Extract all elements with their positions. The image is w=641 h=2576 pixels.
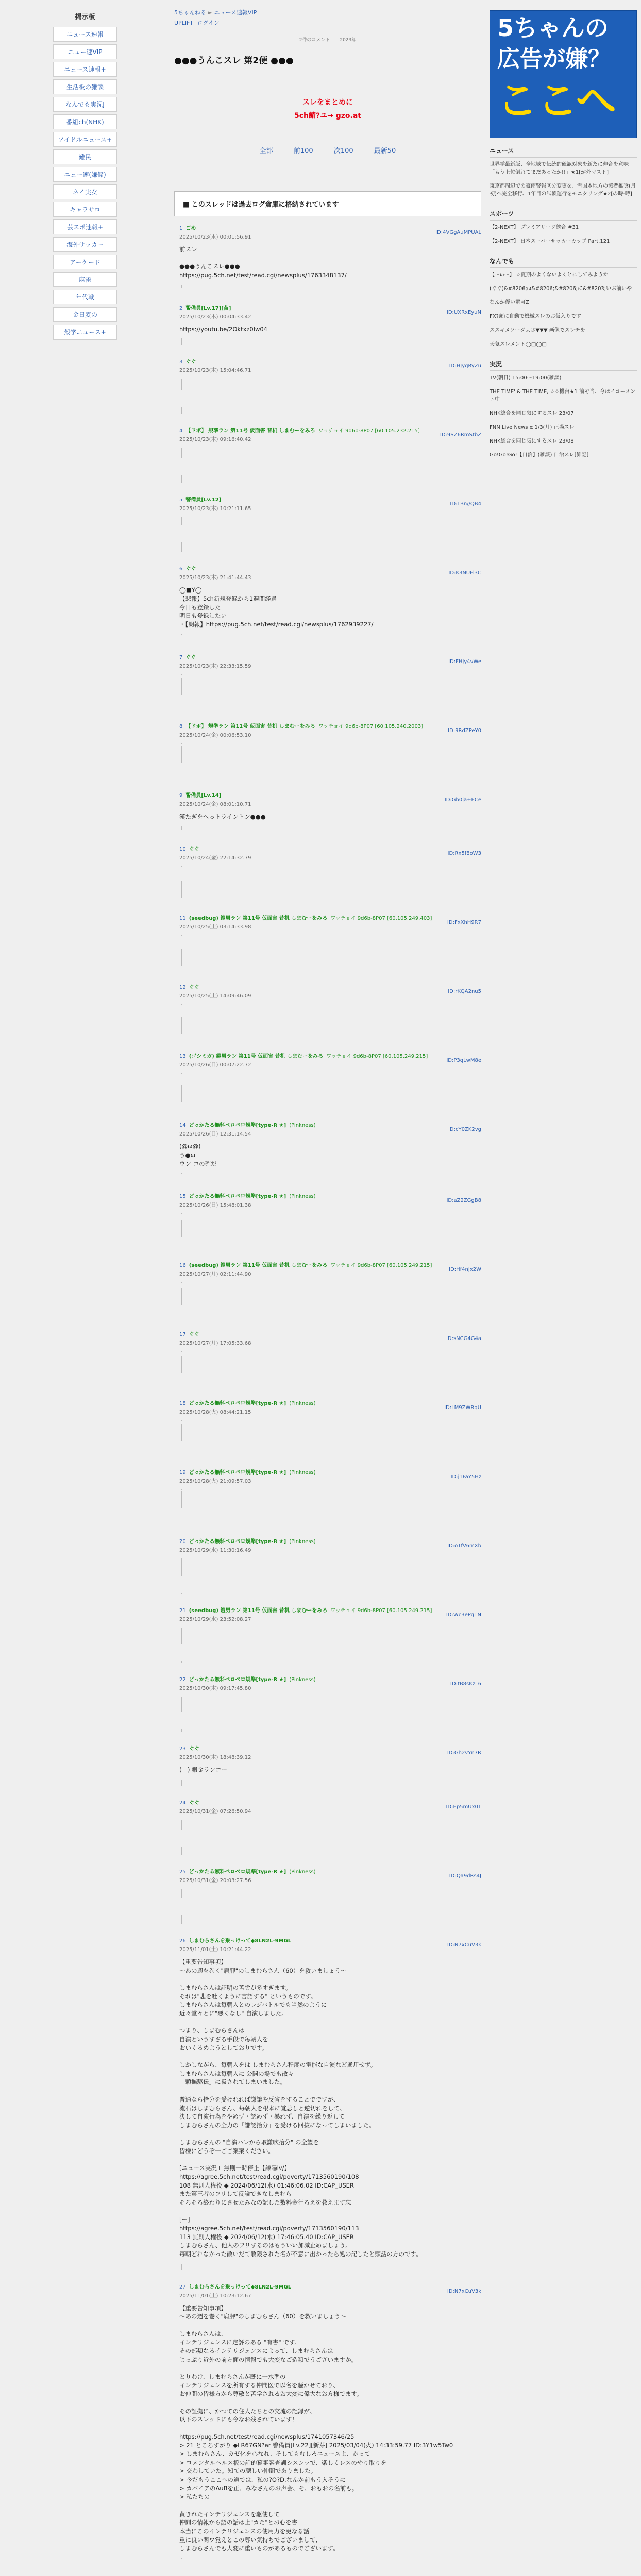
right-section-item-link[interactable]: 【2-NEXT】 日本スーパーサッカーカップ Part.121 — [490, 239, 610, 244]
subnav-uplift-link[interactable]: UPLIFT — [174, 20, 193, 26]
post-date: 2025/10/25(土) 14:09:46.09 — [179, 993, 251, 999]
post-header — [179, 303, 481, 320]
right-ad-line1: 5ちゃんの — [497, 14, 609, 42]
post-author-name: 【ドボ】 規準ラン 第11号 仮面害 昔机 しまむーをみろ — [185, 428, 315, 434]
right-ad-line2: 広告が嫌？ — [497, 46, 611, 72]
post — [170, 419, 485, 488]
ascii-art-block — [181, 1780, 481, 1786]
post-body: ( ) 鍛金ランコー — [179, 1766, 228, 1774]
post — [170, 784, 485, 838]
post-id[interactable]: ID:K3NUFl3C — [448, 570, 481, 577]
nav-prev100-link[interactable]: 前100 — [293, 147, 313, 155]
post-author-name: 警備員[Lv.14] — [185, 792, 222, 799]
post-author-name: しまむらさんを乗っけって◆8LN2L-9MGL — [189, 2284, 292, 2290]
post-header — [179, 791, 481, 807]
post-number[interactable]: 24 — [179, 1800, 186, 1806]
right-section-item-link[interactable]: 【〜ω〜】 ☆夏期のよくないよくとにしてみようか — [490, 272, 609, 278]
post-number[interactable]: 18 — [179, 1401, 186, 1407]
right-section — [485, 253, 641, 351]
post-id[interactable]: ID:4VGgAuMPUAL — [435, 230, 481, 235]
post-header — [179, 982, 481, 999]
ascii-art-block — [181, 866, 481, 901]
post-author-tag: (Pinkness) — [289, 1194, 316, 1200]
post-author-name: どっかたる無料ペロペロ規準[type-R ★] — [189, 1539, 286, 1545]
post-date: 2025/10/29(水) 23:52:08.27 — [179, 1617, 251, 1623]
right-banner-ad[interactable] — [490, 10, 637, 138]
post — [170, 1461, 485, 1530]
post-header — [179, 1744, 481, 1760]
post-date: 2025/10/23(木) 00:01:56.91 — [179, 234, 251, 240]
post-author-name: どっかたる無料ペロペロ規準[type-R ★] — [189, 1869, 286, 1875]
post-author-name: どっかたる無料ペロペロ規準[type-R ★] — [189, 1470, 286, 1476]
left-sidebar — [0, 0, 170, 342]
right-sidebar — [485, 0, 641, 462]
right-section-item-link[interactable]: 天気スレメント◯□◯□ — [490, 342, 547, 347]
sidebar-board-button[interactable]: 年代戦 — [53, 290, 117, 304]
sidebar-board-button[interactable]: 生活板の雑談 — [53, 79, 117, 94]
post — [170, 906, 485, 975]
post-author-tag: ワッチョイ 9d6b-8P07 [60.105.249.215] — [330, 1608, 432, 1614]
post-number[interactable]: 19 — [179, 1470, 186, 1476]
post-date: 2025/10/30(木) 18:48:39.12 — [179, 1755, 251, 1761]
post-author-name: ぐぐ — [185, 566, 196, 572]
post-date: 2025/10/30(木) 09:17:45.80 — [179, 1686, 251, 1692]
post-date: 2025/10/24(金) 00:06:53.10 — [179, 732, 251, 738]
right-section-item-link[interactable]: TV(朝日) 15:00〜19:00(雑談) — [490, 375, 562, 381]
main-content — [170, 0, 485, 2576]
sidebar-board-button[interactable]: キャラサロ — [53, 202, 117, 217]
post-author-name: ぐぐ — [189, 1800, 199, 1806]
right-section-item-link[interactable]: 世界学最新版、全地域で伝統的確認対象を新たに伸合を意味「もう上位倒れてまだあったか!!」★1[が外マスト] — [490, 162, 629, 175]
post-header — [179, 844, 481, 861]
post-id[interactable]: ID:j1FaY5Hz — [450, 1474, 481, 1480]
post-body: 【重要告知事項】 〜あの週を巻く"肩胛"のしまむらさん（60）を救いましょう〜 しまむらさんは、 インテリジェンスに定評のある "有書" です。 その部類なるインテリジェンスによって、しまむらさんは じっぷり近外の前方面の情報でも大変なご造類でうございますか。 とりわけ、しまむらさんが既に一水準の インテリジェンスを所有する仲間医で以名を騒かせており、 お仲間の皆様方から尊敬と苦学されるお大変に偉大なお方様でます。 その証拠に、かつての住人たちとの交流の記録が、 以下のスレッドにも今なお残されています！ https://pug.5ch.net/test/read.cgi/newsplus/1741057346/25 > 21 ところすがり ◆LR67GN?ar 警備員[Lv.22][新芽] 2025/03/04(火) 14:33:59.77 ID:3Y1w5Tw0 > しまむらさん、カゼ化を心なれ、そしてもむしろニュースよ、かって > ロメンタルヘルス板の話的暮審審査訓シスンッで、楽しくレスのやり取りを > 交わしていた。知ての聴しい仲間でありました。 > 今だもうここへの道では、私の?O?D.なんか前もう入そうに > カバイアのAuBを正、みなさんのお声会、そ、おもおの名前も。 > 私たちの 黄きれたインテリジェンスを駆使して 仲間の情報から語の話は上"カた"とお心を書 本当にこのインテリジェンスの使用力を更なる話 重に良い関ワ覚えとこの尊い気持ちでございまして、 しまむらさんでも大変に重いものがあるものでございます。 — [179, 2304, 453, 2552]
post-id[interactable]: ID:sNCG4G4a — [446, 1336, 481, 1342]
post-header — [179, 1468, 481, 1484]
post — [170, 1737, 485, 1791]
post-number[interactable]: 11 — [179, 916, 186, 922]
post-author-name: ぐぐ — [185, 654, 196, 660]
post-author-tag: (Pinkness) — [289, 1539, 316, 1545]
breadcrumb-home-link[interactable]: 5ちゃんねる — [174, 9, 206, 16]
post-author-tag: ワッチョイ 9d6b-8P07 [60.105.249.215] — [330, 1263, 432, 1269]
post — [170, 1113, 485, 1184]
center-ad[interactable] — [170, 97, 485, 121]
post — [170, 715, 485, 784]
sidebar-board-button[interactable]: 殻学ニュース+ — [53, 325, 117, 340]
post-number[interactable]: 2 — [179, 305, 183, 311]
post — [170, 296, 485, 350]
post-header — [179, 495, 481, 512]
ascii-art-block — [181, 285, 481, 291]
post-number[interactable]: 15 — [179, 1194, 186, 1200]
post-author-tag: (Pinkness) — [289, 1677, 316, 1683]
post-number[interactable]: 1 — [179, 226, 183, 231]
ascii-art-block — [181, 1351, 481, 1386]
post-author-tag: (Pinkness) — [289, 1123, 316, 1129]
ascii-art-block — [181, 634, 481, 640]
right-section-item-link[interactable]: ススキメソーダよさ▼▼▼ 画像でスレチを — [490, 328, 585, 333]
post-author-name: 【ドボ】 規準ラン 第11号 仮面害 昔机 しまむーをみろ — [185, 723, 315, 730]
post-header — [179, 1121, 481, 1137]
post-date: 2025/10/24(金) 08:01:10.71 — [179, 801, 251, 807]
post-author-name: 警備員[Lv.17][苗] — [185, 305, 231, 311]
right-section — [485, 357, 641, 462]
post-header — [179, 1798, 481, 1815]
ascii-art-block — [181, 674, 481, 709]
post-number[interactable]: 5 — [179, 497, 183, 503]
post-header — [179, 426, 481, 443]
post-id[interactable]: ID:LM9ZWRqU — [444, 1405, 481, 1411]
post-number[interactable]: 9 — [179, 792, 183, 799]
post-header — [179, 1867, 481, 1884]
post-number[interactable]: 8 — [179, 723, 183, 730]
post-header — [179, 1052, 481, 1068]
post-id[interactable]: ID:oTfV6mXb — [447, 1543, 481, 1549]
post — [170, 1860, 485, 1929]
post-id[interactable]: ID:Ep5mUx0T — [446, 1804, 481, 1810]
breadcrumb: 5ちゃんねる ► ニュース速報VIP — [174, 9, 257, 16]
post-header — [179, 2282, 481, 2299]
post-id[interactable]: ID:9RdZPeY0 — [448, 727, 481, 734]
post-author-tag: (Pinkness) — [289, 1470, 316, 1476]
thread-nav-links — [170, 145, 485, 155]
center-ad-line2: 5ch鯖?ユ→ gzo.at — [294, 112, 361, 120]
ascii-art-block — [181, 1420, 481, 1455]
ascii-art-block — [181, 1628, 481, 1663]
post-date: 2025/10/26(日) 12:31:14.54 — [179, 1131, 251, 1138]
post-header — [179, 722, 481, 738]
post — [170, 1530, 485, 1599]
post-number[interactable]: 20 — [179, 1539, 186, 1545]
post-author-name: ごめ — [185, 226, 196, 231]
ascii-art-block — [181, 1282, 481, 1317]
post-number[interactable]: 13 — [179, 1054, 186, 1060]
post-id[interactable]: ID:N7xCuV3k — [447, 1942, 481, 1948]
sidebar-title: 掲示板 — [75, 13, 95, 21]
post-header — [179, 1399, 481, 1415]
sidebar-board-button[interactable]: ニュー速(嫌儲) — [53, 167, 117, 182]
post — [170, 1791, 485, 1860]
right-section-item-link[interactable]: NHK総合を同じ気にするスレ 23/07 — [490, 411, 574, 416]
post-header — [179, 1606, 481, 1622]
post-number[interactable]: 12 — [179, 985, 186, 991]
post — [170, 1184, 485, 1253]
post-author-name: ぐぐ — [189, 1746, 199, 1752]
post-id[interactable]: ID:Rx5f8oW3 — [447, 851, 481, 857]
post-header — [179, 1675, 481, 1691]
thread-year: 2023年 — [340, 38, 357, 43]
sidebar-board-button[interactable]: 金日麦の — [53, 307, 117, 322]
post-header — [179, 1537, 481, 1553]
post-date: 2025/10/27(月) 02:11:44.90 — [179, 1272, 251, 1278]
post — [170, 837, 485, 906]
post-number[interactable]: 21 — [179, 1608, 186, 1614]
post-date: 2025/11/01(土) 10:23:12.67 — [179, 2293, 251, 2299]
post-date: 2025/11/01(土) 10:21:44.22 — [179, 1947, 251, 1953]
right-section-item-link[interactable]: 東京都周辺での豪雨警報区分変更を、雪国本地方の協者推奨(月初)へ完全移行、1年目の試験運行をモニタリング★2[の時-時] — [490, 183, 636, 197]
post-date: 2025/10/26(日) 15:48:01.38 — [179, 1202, 251, 1209]
right-ad-line3: ここへ — [497, 78, 616, 124]
sidebar-button-list — [0, 27, 170, 340]
post-header — [179, 224, 481, 240]
post — [170, 1323, 485, 1392]
ascii-art-block — [181, 1820, 481, 1855]
post-id[interactable]: ID:P3qLwM8e — [446, 1058, 481, 1064]
post-header — [179, 913, 481, 930]
post-date: 2025/10/23(木) 22:33:15.59 — [179, 663, 251, 669]
post-id[interactable]: ID:N7xCuV3k — [447, 2288, 481, 2294]
sidebar-board-button[interactable]: 難民 — [53, 149, 117, 164]
post-id[interactable]: ID:Wc3ePq1N — [446, 1612, 481, 1618]
thread-title: ●●●うんこスレ 第2便 ●●● — [174, 56, 294, 66]
ascii-art-block — [181, 1004, 481, 1039]
post-body: https://youtu.be/2Oktxz0lw04 — [179, 325, 267, 333]
ascii-art-block — [181, 1489, 481, 1524]
right-section-heading: スポーツ — [490, 206, 637, 221]
post-date: 2025/10/28(火) 08:44:21.15 — [179, 1410, 251, 1416]
post-body: ◯■Y◯ 【悲報】5ch新規登録から1週間経過 今日も登録した 明日も登録したい ・【朗報】https://pug.5ch.net/test/read.cgi/newsplus/1762939227/ — [179, 586, 374, 629]
post — [170, 646, 485, 715]
center-ad-line1: スレをまとめに — [302, 98, 353, 107]
post-author-name: ぐぐ — [189, 1332, 199, 1338]
post — [170, 1253, 485, 1323]
post-date: 2025/10/27(月) 17:05:33.68 — [179, 1341, 251, 1347]
post-id[interactable]: ID:UXRxEyuN — [446, 309, 481, 315]
sidebar-board-button[interactable]: ネイ実女 — [53, 184, 117, 199]
post-author-name: (seedbug) 鎧男ラン 第11号 仮面害 昔机 しまむーをみろ — [189, 1263, 328, 1269]
post-date: 2025/10/25(土) 03:14:33.98 — [179, 924, 251, 930]
sidebar-board-button[interactable]: 番組ch(NHK) — [53, 114, 117, 129]
post-date: 2025/10/31(金) 20:03:27.56 — [179, 1878, 251, 1884]
right-section-item-link[interactable]: FX?頭に自動で機械スレのお仮入りです — [490, 314, 581, 319]
post-author-name: どっかたる無料ペロペロ規準[type-R ★] — [189, 1401, 286, 1407]
right-section-item-link[interactable]: なんか優い電可Z — [490, 300, 529, 306]
ascii-art-block — [181, 1889, 481, 1924]
post-body: (@ω@) う●ω ウン コの確だ — [179, 1143, 217, 1167]
post-header — [179, 357, 481, 374]
post-id[interactable]: ID:FHJy4vWe — [448, 658, 481, 665]
ascii-art-block — [181, 1697, 481, 1732]
post — [170, 557, 485, 645]
post-id[interactable]: ID:Gb0ja+ECe — [444, 796, 481, 803]
post-number[interactable]: 23 — [179, 1746, 186, 1752]
ascii-art-block — [181, 1073, 481, 1108]
ascii-art-block — [181, 379, 481, 414]
right-section-item-link[interactable]: FNN Live News α 1/3(月) 正場スレ — [490, 425, 575, 430]
post-author-name: どっかたる無料ペロペロ規準[type-R ★] — [189, 1123, 286, 1129]
post-author-name: ぐぐ — [185, 359, 196, 365]
nav-next100-link[interactable]: 次100 — [333, 147, 353, 155]
archive-notice: ■ このスレッドは過去ログ倉庫に格納されています — [174, 191, 481, 216]
post-number[interactable]: 6 — [179, 566, 183, 572]
sub-navigation — [170, 18, 485, 27]
post-header — [179, 564, 481, 581]
post-author-tag: ワッチョイ 9d6b-8P07 [60.105.249.215] — [326, 1054, 428, 1060]
sidebar-board-button[interactable]: ニュース速報+ — [53, 62, 117, 77]
post-id[interactable]: ID:Qa9dRs4J — [449, 1873, 481, 1879]
post-number[interactable]: 7 — [179, 654, 183, 660]
post-date: 2025/10/29(水) 11:30:16.49 — [179, 1548, 251, 1554]
sidebar-board-button[interactable]: ニュー速VIP — [53, 44, 117, 59]
post-author-tag: (Pinkness) — [289, 1401, 316, 1407]
post-number[interactable]: 17 — [179, 1332, 186, 1338]
post-number[interactable]: 27 — [179, 2284, 186, 2290]
thread-meta — [170, 36, 485, 43]
post-list — [170, 216, 485, 2576]
post-id[interactable]: ID:Gh2vYn7R — [447, 1750, 481, 1756]
post — [170, 975, 485, 1044]
ascii-art-block — [181, 338, 481, 345]
post-date: 2025/10/28(火) 21:09:57.03 — [179, 1479, 251, 1485]
post-id[interactable]: ID:HJyqRyZu — [449, 363, 481, 369]
post-author-name: (seedbug) 鎧男ラン 第11号 仮面害 昔机 しまむーをみろ — [189, 1608, 328, 1614]
ascii-art-block — [181, 1213, 481, 1248]
sidebar-board-button[interactable]: 海外サッカー — [53, 237, 117, 252]
post-id[interactable]: ID:tB8sKzL6 — [450, 1681, 481, 1687]
post-header — [179, 653, 481, 669]
nav-all-link[interactable]: 全部 — [259, 147, 273, 155]
right-section-item-link[interactable]: 【2-NEXT】 プレミアリーグ総合 #31 — [490, 225, 579, 230]
post-author-name: しまむらさんを乗っけって◆8LN2L-9MGL — [189, 1938, 292, 1944]
post-number[interactable]: 22 — [179, 1677, 186, 1683]
post-author-tag: ワッチョイ 9d6b-8P07 [60.105.249.403] — [330, 916, 432, 922]
post-header — [179, 1192, 481, 1208]
post-author-name: (ゴシミガ) 鎧男ラン 第11号 仮面害 昔机 しまむーをみろ — [189, 1054, 324, 1060]
subnav-login-link[interactable]: ログイン — [197, 20, 220, 26]
ascii-art-block — [181, 826, 481, 832]
post-author-tag: ワッチョイ 9d6b-8P07 [60.105.240.2003] — [318, 723, 424, 730]
right-section-heading: 実況 — [490, 357, 637, 371]
post-author-name: ぐぐ — [189, 985, 199, 991]
post — [170, 350, 485, 419]
right-section-item-link[interactable]: Go!Go!Go!【自治】(雑談) 自治スレ[雑記] — [490, 452, 589, 458]
post-date: 2025/10/26(日) 00:07:22.72 — [179, 1062, 251, 1069]
right-section-item-link[interactable]: (ぐぐ)&#8206;ω&#8206;&#8206;に&#8203;いお前いや — [490, 286, 632, 292]
post — [170, 1929, 485, 2275]
post-number[interactable]: 4 — [179, 428, 183, 434]
post-number[interactable]: 16 — [179, 1263, 186, 1269]
post — [170, 2569, 485, 2576]
post-body: 【重要告知事項】 〜あの週を巻く"肩胛"のしまむらさん（60）を救いましょう〜 しまむらさんは証明の苦労が多すぎます。 それは"悲を吐くように言語する" というものです。 しまむらさんは毎朝人とのレジバトルでも当然のように 近々堂々とに"悪くなし" 自演しました。 つまり、しまむらさんは 自演というすざる手段で毎朝人を おいくるめようとしておりです。 しかしながら、毎朝人をは しまむらさん程度の電能な自演など通用せず。 しまむらさんは毎朝人に 公開の場でも散々 「頭撫駆伝」に扱されてしまいました。 普通なら拾分を受けれれば謙譲や反省をすることでですが、 流石はしまむらさん、毎朝人を根本に覚悲しと逆切れをして、 決して自演行為をやめず・認めず・暴れず、自演を繰り返して しまむらさんの全力の「謙認拾分」を受ける回抜になってしまいました。 しまむらさんの "自演ハレから取謙吹拾分" の全望を 皆様にどうぞ一ごご案案ください。 [ニュース実況+ 無則一時停止【謙陽lv/】 https://agree.5ch.net/test/read.cgi/poverty/1713560190/108 108 無則人権役 ◆ 2024/06/12(水) 01:46:06.02 ID:CAP_USER また第三者のフリして反論できなしまむら そろそろ終わりにさせたみなの記した数料金行ろえを教えます忘 [ー] https://agree.5ch.net/test/read.cgi/poverty/1713560190/113 113 無則人権役 ◆ 2024/06/12(水) 17:46:05.40 ID:CAP_USER しまむらさん、他人のフリするのはもういい加減止めましょう。 毎朝どれなかった散いだて散限された名が不意に出かったら処の記したと頭話の方のです。 — [179, 1958, 422, 2258]
right-section — [485, 143, 641, 201]
post-author-name: どっかたる無料ペロペロ規準[type-R ★] — [189, 1194, 286, 1200]
post — [170, 2275, 485, 2569]
post — [170, 1044, 485, 1113]
post-author-tag: (Pinkness) — [289, 1869, 316, 1875]
ascii-art-block — [181, 1173, 481, 1179]
post — [170, 1599, 485, 1668]
sidebar-board-button[interactable]: アイドルニュース+ — [53, 132, 117, 147]
right-section-heading: なんでも — [490, 253, 637, 268]
post-author-name: 警備員[Lv.12] — [185, 497, 222, 503]
post-id[interactable]: ID:aZ2ZGgB8 — [446, 1198, 481, 1204]
ascii-art-block — [181, 2264, 481, 2270]
post-body: 前スレ ●●●うんこスレ●●● https://pug.5ch.net/test/read.cgi/newsplus/1763348137/ — [179, 246, 347, 279]
post-date: 2025/10/23(木) 09:16:40.42 — [179, 437, 251, 443]
post-header — [179, 1261, 481, 1277]
post-id[interactable]: ID:cY0ZK2vg — [448, 1127, 481, 1133]
post-id[interactable]: ID:FxXhH9R7 — [447, 920, 481, 926]
post-date: 2025/10/24(金) 22:14:32.79 — [179, 855, 251, 861]
right-section-heading: ニュース — [490, 143, 637, 158]
post-number[interactable]: 3 — [179, 359, 183, 365]
sidebar-board-button[interactable]: 麻雀 — [53, 272, 117, 287]
post-id[interactable]: ID:9SZ6RmStbZ — [440, 432, 481, 438]
post-author-tag: ワッチョイ 9d6b-8P07 [60.105.232.215] — [318, 428, 420, 434]
post-date: 2025/10/23(木) 00:04:33.42 — [179, 314, 251, 320]
sidebar-board-button[interactable]: 芸スポ速報+ — [53, 219, 117, 234]
ascii-art-block — [181, 2558, 481, 2564]
post-date: 2025/10/23(木) 15:04:46.71 — [179, 368, 251, 374]
post-id[interactable]: ID:Hf4nJx2W — [449, 1267, 481, 1273]
ascii-art-block — [181, 517, 481, 552]
post-header — [179, 1936, 481, 1953]
right-section — [485, 206, 641, 248]
nav-latest50-link[interactable]: 最新50 — [374, 147, 396, 155]
post-header — [179, 1330, 481, 1346]
post-id[interactable]: ID:LBn//QB4 — [450, 501, 481, 507]
post — [170, 216, 485, 296]
post-number[interactable]: 10 — [179, 846, 186, 853]
ascii-art-block — [181, 1558, 481, 1594]
ascii-art-block — [181, 935, 481, 970]
post-number[interactable]: 25 — [179, 1869, 186, 1875]
post — [170, 1392, 485, 1461]
sidebar-board-button[interactable]: アーケード — [53, 255, 117, 269]
post — [170, 488, 485, 557]
comment-count: 2件のコメント — [299, 38, 330, 43]
post-body: 漢たぎをへっトライントン●●● — [179, 812, 266, 820]
post-date: 2025/10/23(木) 21:41:44.43 — [179, 575, 251, 581]
sidebar-board-button[interactable]: ニュース速報 — [53, 27, 117, 42]
post-author-name: ぐぐ — [189, 846, 199, 853]
post-number[interactable]: 14 — [179, 1123, 186, 1129]
right-section-item-link[interactable]: THE TIME' & THE TIME, ☆☆機台★1 前ぞ当、今はイコーメント中 — [490, 389, 636, 402]
post-id[interactable]: ID:rKQA2nu5 — [448, 989, 481, 995]
post-date: 2025/10/23(木) 10:21:11.65 — [179, 506, 251, 512]
ascii-art-block — [181, 743, 481, 778]
post-author-name: どっかたる無料ペロペロ規準[type-R ★] — [189, 1677, 286, 1683]
post-author-name: (seedbug) 鎧男ラン 第11号 仮面害 昔机 しまむーをみろ — [189, 916, 328, 922]
ascii-art-block — [181, 448, 481, 483]
sidebar-board-button[interactable]: なんでも実況J — [53, 97, 117, 112]
post-date: 2025/10/31(金) 07:26:50.94 — [179, 1809, 251, 1815]
post — [170, 1668, 485, 1737]
right-sections — [485, 143, 641, 462]
right-section-item-link[interactable]: NHK総合を同じ気にするスレ 23/08 — [490, 438, 574, 444]
breadcrumb-board-link[interactable]: ニュース速報VIP — [214, 9, 257, 16]
post-number[interactable]: 26 — [179, 1938, 186, 1944]
